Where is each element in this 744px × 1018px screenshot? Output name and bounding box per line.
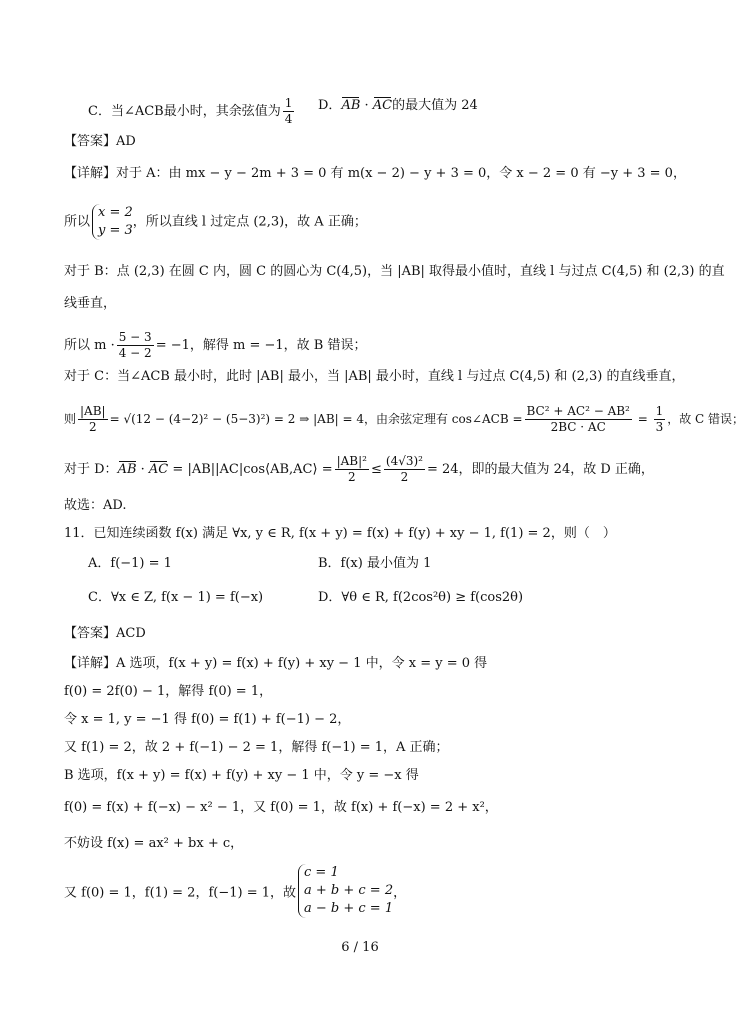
q11-detail-line: f(0) = f(x) + f(−x) − x² − 1，又 f(0) = 1，故 f(x) + f(−x) = 2 + x²，	[64, 800, 498, 815]
vector-ac: AC	[373, 96, 392, 116]
q10-option-d: D．AB · AC的最大值为 24	[318, 96, 478, 116]
q10-detail-a: 【详解】对于 A：由 mx − y − 2m + 3 = 0 有 m(x − 2) − y + 3 = 0，令 x − 2 = 0 有 −y + 3 = 0，	[64, 166, 686, 181]
fraction: $\frac{\text{BC² + AC² − AB²}}{2BC \cdot AC}$	[526, 404, 630, 434]
fraction: $\frac{\text{(4√3)²}}{2}$	[385, 454, 423, 484]
q10-detail-b: 对于 B：点 (2,3) 在圆 C 内，圆 C 的圆心为 C(4,5)，当 |AB| 取得最小值时，直线 l 与过点 C(4,5) 和 (2,3) 的直	[64, 264, 725, 279]
q11-option-c: C．∀x ∈ Z, f(x − 1) = f(−x)	[88, 590, 264, 605]
equation-system: c = 1 a + b + c = 2 a − b + c = 1	[298, 864, 393, 918]
q10-choice: 故选：AD.	[64, 498, 127, 513]
fraction: $\frac{1}{4}$	[284, 96, 293, 126]
fraction: $\frac{|AB|}{2}$	[80, 404, 106, 434]
q10-option-c: C．当∠ACB最小时，其余弦值为 $\frac{1}{4}$	[88, 96, 293, 126]
vector-ab: AB	[341, 96, 360, 116]
equation-system: x = 2 y = 3	[92, 204, 133, 240]
q11-option-a: A．f(−1) = 1	[88, 556, 172, 571]
q10-detail-c-calc: 则 $\frac{|AB|}{2}$ = √(12 − (4−2)² − (5−3)²) = 2 ⇒ |AB| = 4，由余弦定理有 cos∠ACB = $\frac{\text{BC² + AC² − AB²}}{2BC \cdot AC}$ = $\frac{1}{3}$ ，故 C 错误；	[64, 404, 744, 434]
q11-detail-system: 又 f(0) = 1，f(1) = 2，f(−1) = 1，故 c = 1 a + b + c = 2 a − b + c = 1 ，	[64, 865, 407, 916]
q10-answer: 【答案】AD	[64, 134, 136, 149]
q11-detail-line: B 选项，f(x + y) = f(x) + f(y) + xy − 1 中，令 y = −x 得	[64, 768, 419, 783]
fraction: $\frac{\text{|AB|²}}{2}$	[336, 454, 367, 484]
q11-detail-line: 又 f(1) = 2，故 2 + f(−1) − 2 = 1，解得 f(−1) = 1，A 正确；	[64, 740, 449, 755]
q11-option-d: D．∀θ ∈ R, f(2cos²θ) ≥ f(cos2θ)	[318, 590, 524, 605]
fraction: $\frac{5 - 3}{4 - 2}$	[118, 330, 152, 360]
q10-detail-a-conclusion: 所以 x = 2 y = 3 ，所以直线 l 过定点 (2,3)，故 A 正确；	[64, 205, 367, 238]
q10-detail-c: 对于 C：当∠ACB 最小时，此时 |AB| 最小，当 |AB| 最小时，直线 l 与过点 C(4,5) 和 (2,3) 的直线垂直，	[64, 369, 685, 384]
q11-answer: 【答案】ACD	[64, 626, 146, 641]
fraction: $\frac{1}{3}$	[655, 404, 664, 434]
q11-stem: 11．已知连续函数 f(x) 满足 ∀x, y ∈ R, f(x + y) = f(x) + f(y) + xy − 1, f(1) = 2，则（ ）	[64, 526, 616, 541]
q10-detail-d: 对于 D：AB · AC = |AB||AC|cos⟨AB,AC⟩ = $\frac{\text{|AB|²}}{2}$ ≤ $\frac{\text{(4√3)²}}{2}$ = 24，即的最大值为 24，故 D 正确，	[64, 454, 654, 484]
q11-detail-line: 令 x = 1, y = −1 得 f(0) = f(1) + f(−1) − 2，	[64, 712, 351, 727]
q11-detail-line: 【详解】A 选项，f(x + y) = f(x) + f(y) + xy − 1 中，令 x = y = 0 得	[64, 656, 488, 671]
q11-detail-line: 不妨设 f(x) = ax² + bx + c，	[64, 836, 244, 851]
q11-detail-line: f(0) = 2f(0) − 1，解得 f(0) = 1，	[64, 684, 273, 699]
q10-detail-b-calc: 所以 m · $\frac{5 - 3}{4 - 2}$ = −1，解得 m = −1，故 B 错误；	[64, 330, 367, 360]
q10-detail-b-cont: 线垂直，	[64, 296, 117, 311]
q11-option-b: B．f(x) 最小值为 1	[318, 556, 432, 571]
page-number: 6 / 16	[341, 940, 379, 955]
